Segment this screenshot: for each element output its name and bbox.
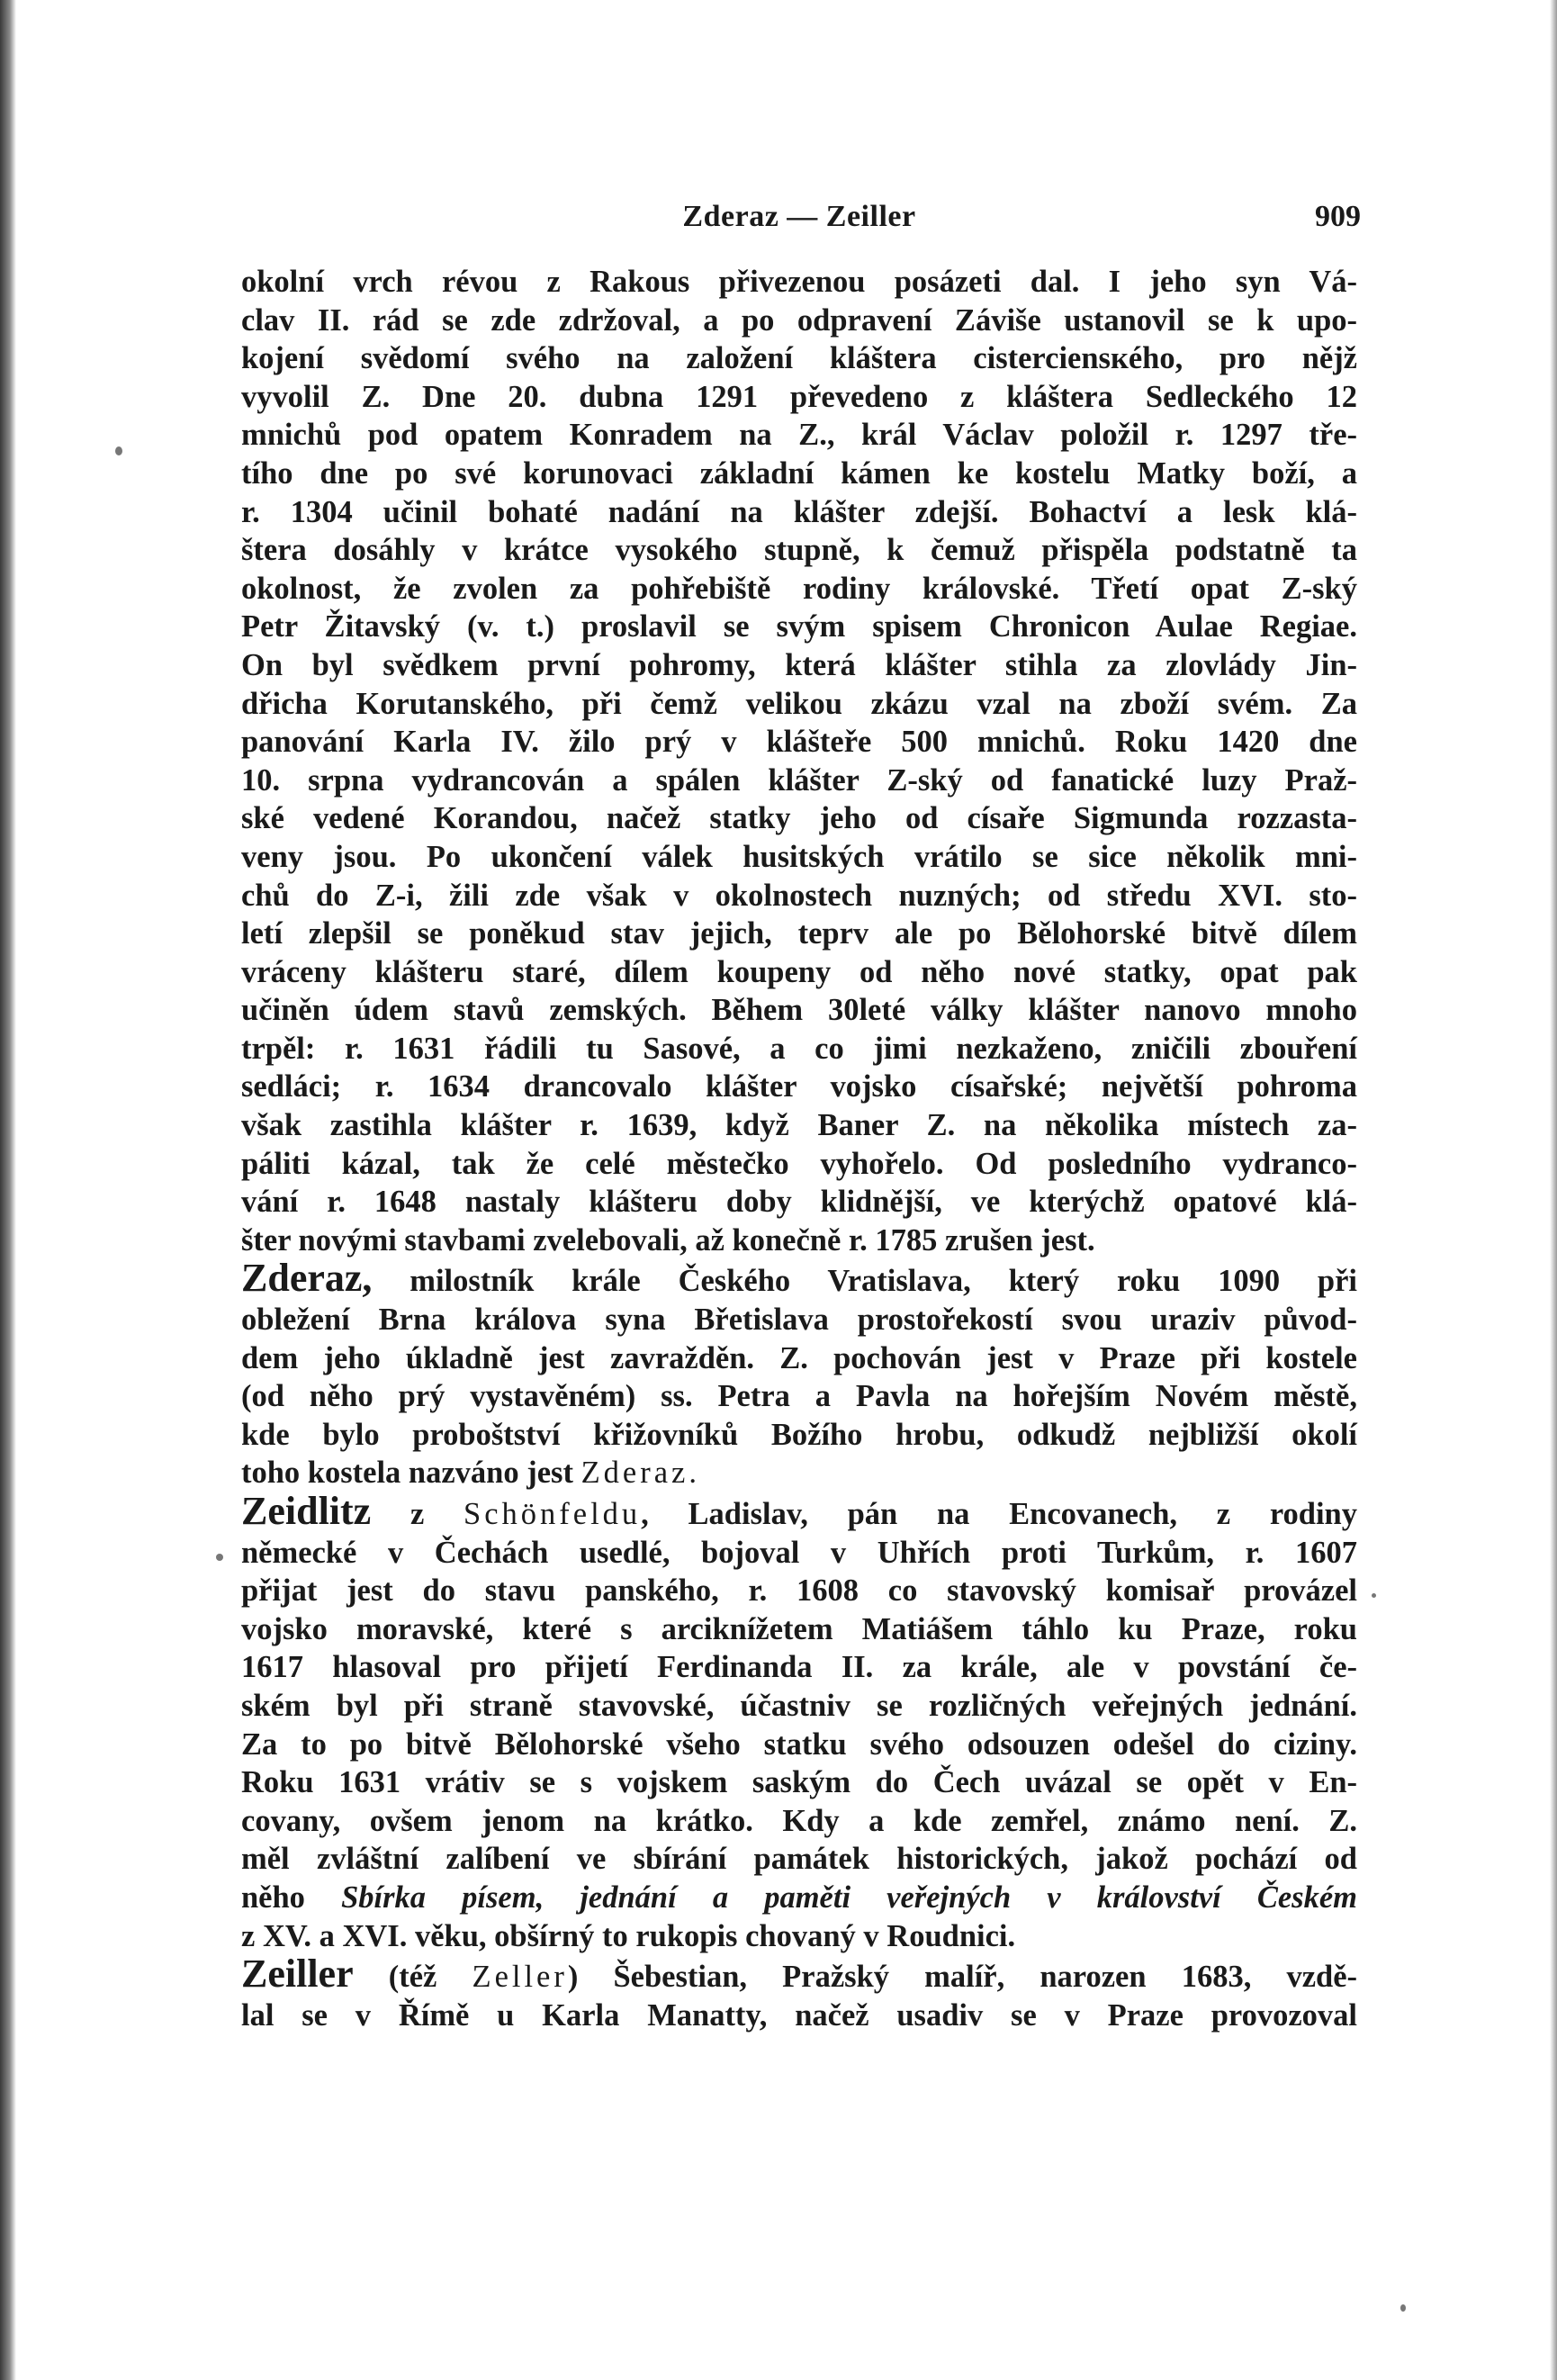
- text-fragment: z: [371, 1497, 464, 1531]
- text-fragment: milostník krále Českého Vratislava, který roku 1090 při: [372, 1264, 1357, 1299]
- text-line: clav II. rád se zde zdržoval, a po odpravení Záviše ustanovil se k upo-: [241, 302, 1357, 338]
- text-line: On byl svědkem první pohromy, která klášter stihla za zlovlády Jin-: [241, 647, 1357, 682]
- text-fragment: toho kostela nazváno jest: [241, 1456, 581, 1491]
- book-spine-shadow: [0, 0, 16, 2380]
- text-line: vojsko moravské, které s arciknížetem Matiášem táhlo ku Praze, roku: [241, 1611, 1357, 1646]
- paper-speck: [1372, 1593, 1376, 1598]
- headword-zderaz: Zderaz,: [241, 1256, 373, 1301]
- paper-speck: [115, 446, 122, 455]
- text-line: letí zlepšil se poněkud stav jejich, teprv ale po Bělohorské bitvě dílem: [241, 916, 1357, 951]
- entry-zeiller: [241, 1952, 1358, 2034]
- book-page: [241, 191, 1361, 2034]
- text-line: dem jeho úkladně jest zavražděn. Z. pochován jest v Praze při kostele: [241, 1340, 1357, 1375]
- text-line: Petr Žitavský (v. t.) proslavil se svým spisem Chronicon Aulae Regiae.: [241, 609, 1357, 645]
- text-line: (od něho prý vystavěném) ss. Petra a Pavla na hořejším Novém městě,: [241, 1379, 1357, 1414]
- text-line: německé v Čechách usedlé, bojoval v Uhřích proti Turkům, r. 1607: [241, 1535, 1357, 1570]
- text-fragment: něho: [241, 1880, 342, 1915]
- paper-speck: [216, 1554, 223, 1561]
- text-line: šter novými stavbami zvelebovali, až konečně r. 1785 zrušen jest.: [241, 1222, 1095, 1258]
- text-line: přijat jest do stavu panského, r. 1608 co stavovský komisař provázel: [241, 1573, 1357, 1609]
- text-line: páliti kázal, tak že celé městečko vyhořelo. Od posledního vydrancο-: [241, 1146, 1357, 1181]
- text-line: vyvolil Z. Dne 20. dubna 1291 převedeno z kláštera Sedleckého 12: [241, 379, 1357, 414]
- entry-first-line: [241, 1489, 1357, 1534]
- text-line: učiněn údem stavů zemských. Během 30leté války klášter nanovo mnoho: [241, 993, 1357, 1028]
- text-line: panování Karla IV. žilo prý v klášteře 500 mnichů. Roku 1420 dne: [241, 725, 1357, 760]
- spaced-place: Schönfeldu: [464, 1497, 642, 1531]
- page-edge-shadow: [1550, 0, 1557, 2380]
- entry-zeidlitz: [241, 1489, 1357, 1955]
- text-line: mnichů pod opatem Konradem na Z., král Václav položil r. 1297 tře-: [241, 418, 1357, 453]
- text-line: obležení Brna králova syna Břetislava prostořekostí svou uraziv původ-: [241, 1303, 1357, 1338]
- text-fragment: , Ladislav, pán na Encovanech, z rodiny: [641, 1497, 1357, 1531]
- text-line: lal se v Římě u Karla Manatty, načež usadiv se v Praze provozoval: [241, 1997, 1357, 2033]
- text-line: měl zvláštní zalíbení ve sbírání památek historických, jakož pochází od: [241, 1842, 1357, 1877]
- text-line: r. 1304 učinil bohaté nadání na klášter zdejší. Bohactví a lesk klá-: [241, 494, 1357, 529]
- text-line: štera dosáhly v krátce vysokého stupně, k čemuž přispěla podstatně ta: [241, 533, 1357, 568]
- entry-last-line: [241, 1454, 1357, 1492]
- text-fragment: (též: [353, 1960, 472, 1995]
- entry-zderaz: [241, 1256, 1357, 1492]
- text-fragment: ) Šebestian, Pražský malíř, narozen 1683, vzdě-: [567, 1960, 1358, 1995]
- text-line: kojení svědomí svého na založení kláštera cisterciensкého, pro nějž: [241, 341, 1357, 376]
- text-line: 1617 hlasoval pro přijetí Ferdinanda II. za krále, ale v povstání če-: [241, 1650, 1357, 1685]
- text-line: 10. srpna vydrancován a spálen klášter Z-ský od fanatické luzy Praž-: [241, 762, 1357, 798]
- paper-speck: [1400, 2304, 1406, 2312]
- text-line: sedláci; r. 1634 drancovalo klášter vojsko císařské; největší pohroma: [241, 1069, 1357, 1104]
- running-head: Zderaz — Zeiller: [682, 200, 916, 233]
- text-line: trpěl: r. 1631 řádili tu Sasové, a co jimi nezkaženo, zničili zbouření: [241, 1031, 1357, 1066]
- spaced-alt-name: Zeller: [472, 1960, 568, 1995]
- text-line: okolní vrch révou z Rakous přivezenou posázeti dal. I jeho syn Vá-: [241, 265, 1357, 299]
- page-header: [241, 191, 1361, 245]
- spaced-name: Zderaz.: [580, 1456, 700, 1491]
- headword-zeiller: Zeiller: [241, 1952, 354, 1997]
- text-line: okolnost, že zvolen za pohřebiště rodiny královské. Třetí opat Z-ský: [241, 571, 1357, 606]
- text-line: vání r. 1648 nastaly klášteru doby klidnější, ve kterýchž opatové klá-: [241, 1185, 1357, 1220]
- text-line: však zastihla klášter r. 1639, když Baner Z. na několika místech za-: [241, 1108, 1357, 1143]
- text-line: ské vedené Korandou, načež statky jeho od císaře Sigmunda rozzasta-: [241, 801, 1357, 836]
- italic-title: Sbírka písem, jednání a paměti veřejných v království Českém: [341, 1880, 1357, 1915]
- italic-title-line: [241, 1879, 1357, 1917]
- article-text: [241, 263, 1357, 2034]
- text-line: covany, ovšem jenom na krátko. Kdy a kde zemřel, známo není. Z.: [241, 1803, 1357, 1838]
- paragraph-continuation: [241, 263, 1357, 1259]
- text-line: Roku 1631 vrátiv se s vojskem saským do Čech uvázal se opět v En-: [241, 1765, 1357, 1800]
- entry-first-line: [241, 1952, 1358, 1997]
- text-line: veny jsou. Po ukončení válek husitských vrátilo se sice několik mni-: [241, 839, 1357, 874]
- headword-zeidlitz: Zeidlitz: [241, 1489, 372, 1533]
- text-line: z XV. a XVI. věku, obšírný to rukopis chovaný v Roudnici.: [241, 1918, 1016, 1953]
- text-line: Za to po bitvě Bělohorské všeho statku svého odsouzen odešel do ciziny.: [241, 1726, 1357, 1762]
- text-line: chů do Z-i, žili zde však v okolnostech nuzných; od středu XVI. sto-: [241, 878, 1357, 913]
- entry-first-line: [241, 1256, 1357, 1301]
- text-line: dřicha Korutanského, při čemž velikou zkázu vzal na zboží svém. Za: [241, 686, 1357, 721]
- page-number: 909: [1315, 200, 1361, 233]
- text-line: kde bylo proboštství křižovníků Božího hrobu, odkudž nejbližší okolí: [241, 1417, 1357, 1452]
- text-line: ském byl při straně stavovské, účastniv se rozličných veřejných jednání.: [241, 1688, 1357, 1723]
- text-line: vráceny klášteru staré, dílem koupeny od něho nové statky, opat pak: [241, 954, 1357, 989]
- text-line: tího dne po své korunovaci základní kámen ke kostelu Matky boží, a: [241, 455, 1357, 491]
